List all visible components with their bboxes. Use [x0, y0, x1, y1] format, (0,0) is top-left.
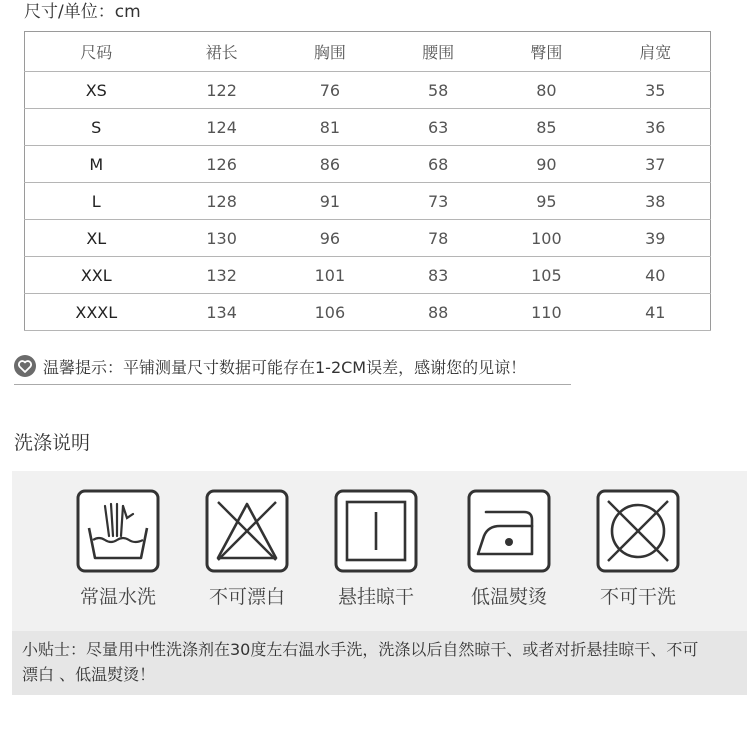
wash-section-title: 洗涤说明	[14, 432, 91, 454]
measurement-cell: 134	[168, 294, 276, 331]
measurement-cell: 83	[384, 257, 492, 294]
column-header: 裙长	[168, 32, 276, 72]
care-instructions-panel	[12, 471, 747, 631]
measurement-cell: 86	[276, 146, 384, 183]
measurement-cell: 80	[492, 72, 600, 109]
measurement-cell: 38	[601, 183, 711, 220]
measurement-cell: 35	[601, 72, 711, 109]
measurement-cell: 110	[492, 294, 600, 331]
size-cell: XXL	[25, 257, 168, 294]
care-item-line-dry	[331, 488, 421, 609]
measurement-cell: 122	[168, 72, 276, 109]
tip-text: 温馨提示：平铺测量尺寸数据可能存在1-2CM误差，感谢您的见谅！	[43, 357, 527, 377]
measurement-cell: 37	[601, 146, 711, 183]
care-label: 常温水洗	[79, 586, 156, 608]
measurement-cell: 95	[492, 183, 600, 220]
heart-icon	[14, 355, 36, 377]
measurement-cell: 36	[601, 109, 711, 146]
measurement-cell: 130	[168, 220, 276, 257]
measurement-cell: 100	[492, 220, 600, 257]
column-header: 肩宽	[601, 32, 711, 72]
measurement-cell: 88	[384, 294, 492, 331]
measurement-cell: 81	[276, 109, 384, 146]
column-header: 腰围	[384, 32, 492, 72]
measurement-cell: 126	[168, 146, 276, 183]
care-label: 不可漂白	[208, 586, 285, 608]
table-row	[25, 72, 711, 109]
size-cell: S	[25, 109, 168, 146]
size-cell: XXXL	[25, 294, 168, 331]
table-row	[25, 146, 711, 183]
measurement-cell: 91	[276, 183, 384, 220]
size-cell: XS	[25, 72, 168, 109]
measurement-cell: 106	[276, 294, 384, 331]
no-dry-clean-icon	[595, 488, 681, 574]
table-row	[25, 183, 711, 220]
column-header: 臀围	[492, 32, 600, 72]
no-bleach-icon	[204, 488, 290, 574]
size-table	[24, 31, 711, 331]
care-tips-text: 小贴士：尽量用中性洗涤剂在30度左右温水手洗，洗涤以后自然晾干、或者对折悬挂晾干、不可漂白 、低温熨烫！	[22, 640, 699, 684]
measurement-cell: 76	[276, 72, 384, 109]
measurement-cell: 58	[384, 72, 492, 109]
care-label: 悬挂晾干	[337, 586, 414, 608]
measurement-cell: 105	[492, 257, 600, 294]
measurement-cell: 39	[601, 220, 711, 257]
measurement-cell: 90	[492, 146, 600, 183]
measurement-cell: 124	[168, 109, 276, 146]
line-dry-icon	[333, 488, 419, 574]
table-header-row	[25, 32, 711, 72]
measurement-cell: 96	[276, 220, 384, 257]
measurement-cell: 73	[384, 183, 492, 220]
care-item-hand-wash	[73, 488, 163, 609]
measurement-cell: 41	[601, 294, 711, 331]
column-header: 胸围	[276, 32, 384, 72]
care-label: 不可干洗	[599, 586, 676, 608]
care-item-no-dry-clean	[593, 488, 683, 609]
table-row	[25, 294, 711, 331]
measurement-cell: 40	[601, 257, 711, 294]
table-row	[25, 257, 711, 294]
size-cell: XL	[25, 220, 168, 257]
care-tips-panel	[12, 631, 747, 695]
measurement-cell: 63	[384, 109, 492, 146]
measurement-cell: 85	[492, 109, 600, 146]
measurement-cell: 132	[168, 257, 276, 294]
unit-label: 尺寸/单位：cm	[24, 2, 141, 22]
column-header: 尺码	[25, 32, 168, 72]
care-label: 低温熨烫	[470, 586, 547, 608]
care-item-low-iron	[464, 488, 554, 609]
size-cell: L	[25, 183, 168, 220]
table-row	[25, 109, 711, 146]
measurement-tip	[14, 348, 571, 385]
table-row	[25, 220, 711, 257]
size-cell: M	[25, 146, 168, 183]
low-iron-icon	[466, 488, 552, 574]
hand-wash-icon	[75, 488, 161, 574]
measurement-cell: 68	[384, 146, 492, 183]
measurement-cell: 78	[384, 220, 492, 257]
measurement-cell: 101	[276, 257, 384, 294]
care-item-no-bleach	[202, 488, 292, 609]
measurement-cell: 128	[168, 183, 276, 220]
